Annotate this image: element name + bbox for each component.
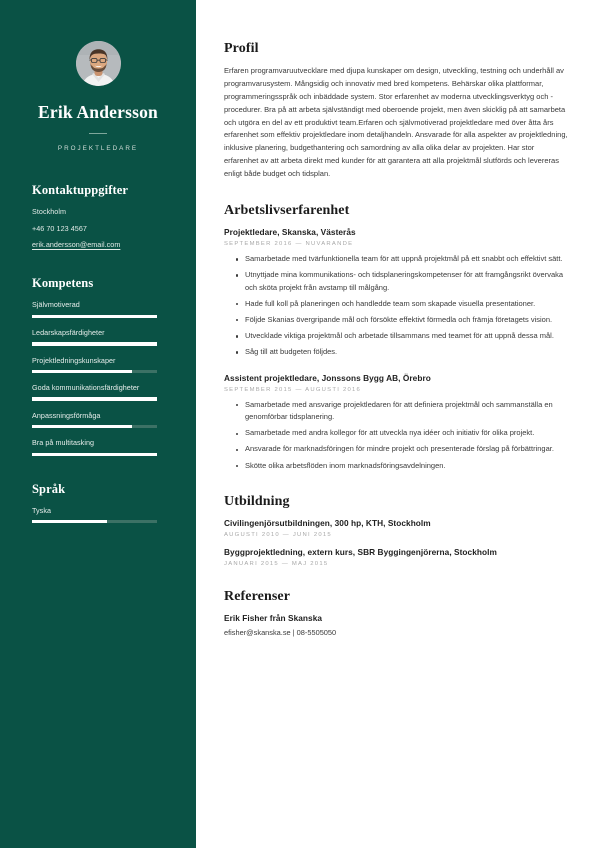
skill-label: Bra på multitasking <box>32 438 95 448</box>
skill-label: Ledarskapsfärdigheter <box>32 327 105 337</box>
section-heading-experience: Arbetslivserfarenhet <box>224 203 350 219</box>
skill-bar-track <box>32 315 157 318</box>
job-date-range: SEPTEMBER 2016 — NUVARANDE <box>224 241 354 248</box>
job-title: Projektledare, Skanska, Västerås <box>224 227 356 238</box>
skill-bar-fill <box>32 453 157 456</box>
skill-bar-track <box>32 397 157 400</box>
language-label: Tyska <box>32 505 52 515</box>
job-entry <box>224 373 570 472</box>
section-heading-education: Utbildning <box>224 494 290 510</box>
name-divider <box>89 133 107 134</box>
languages-heading: Språk <box>32 481 66 496</box>
contact-email-link[interactable]: erik.andersson@email.com <box>32 240 121 249</box>
skill-bar-track <box>32 425 157 428</box>
main-content <box>196 0 600 848</box>
candidate-name: Erik Andersson <box>38 102 158 122</box>
job-bullet: Följde Skanias övergripande mål och försökte effektivt förmedla och främja företagets vision. <box>236 314 570 327</box>
skill-bar-fill <box>32 315 157 318</box>
language-bar-track <box>32 520 157 523</box>
contact-city: Stockholm <box>32 207 67 217</box>
job-title: Assistent projektledare, Jonssons Bygg AB, Örebro <box>224 372 431 383</box>
profile-text: Erfaren programvaruutvecklare med djupa kunskaper om design, utveckling, testning och underhåll av programvarusystem. Mångsidig och innovativ med bred kompetens. Behärskar olika plattformar, programmeringsspråk och inbäddade system. Stor erfarenhet av moderna utvecklingsverktyg och -procedurer. Bra på att arbeta självständigt med oberoende projekt, men även skicklig på att samarbeta och utgöra en del av ett produktivt team.Erfaren och självmotiverad projektledare med över åtta års erfarenhet som effektiv projektledare inom detaljhandeln. Ansvarade för alla aspekter av projektledning, inklusive planering, budgethantering och samordning av alla olika delar av projekten. Har stor erfarenhet av att arbeta direkt med kunder för att garantera att alla projektmål slutförds och levereras enligt både budget och tidsplan. <box>224 66 568 179</box>
reference-contact: efisher@skanska.se | 08-5505050 <box>224 628 337 638</box>
skill-bar-track <box>32 370 157 373</box>
experience-list <box>224 227 570 472</box>
skill-item <box>32 356 164 374</box>
job-bullet: Utnyttjade mina kommunikations- och tidsplaneringskompetenser för att framgångsrikt övervaka och sköta projekt från avstamp till målgång. <box>236 269 570 294</box>
job-bullet: Samarbetade med ansvarige projektledaren för att definiera projektmål och sammanställa en genomförbar tidsplanering. <box>236 399 570 424</box>
language-item <box>32 506 164 524</box>
skill-bar-track <box>32 342 157 345</box>
skill-bar-fill <box>32 397 157 400</box>
job-date-range: SEPTEMBER 2015 — AUGUSTI 2016 <box>224 386 362 393</box>
job-entry <box>224 227 570 359</box>
education-title: Civilingenjörsutbildningen, 300 hp, KTH, Stockholm <box>224 518 431 529</box>
contact-phone: +46 70 123 4567 <box>32 223 87 233</box>
contact-heading: Kontaktuppgifter <box>32 183 129 198</box>
avatar <box>76 41 121 86</box>
skill-item <box>32 328 164 346</box>
sidebar <box>0 0 196 848</box>
education-date-range: JANUARI 2015 — MAJ 2015 <box>224 561 329 568</box>
skill-bar-track <box>32 453 157 456</box>
skill-item <box>32 300 164 318</box>
skills-heading: Kompetens <box>32 276 94 291</box>
skill-bar-fill <box>32 370 132 373</box>
skill-item <box>32 438 164 456</box>
section-heading-profile: Profil <box>224 41 259 56</box>
skill-item <box>32 383 164 401</box>
education-title: Byggprojektledning, extern kurs, SBR Byggingenjörerna, Stockholm <box>224 547 497 558</box>
reference-name: Erik Fisher från Skanska <box>224 613 323 624</box>
skill-item <box>32 411 164 429</box>
education-entry <box>224 547 570 567</box>
job-bullet-list <box>236 399 570 472</box>
job-subtitle: PROJEKTLEDARE <box>57 145 139 153</box>
education-date-range: AUGUSTI 2010 — JUNI 2015 <box>224 532 332 539</box>
job-bullet: Såg till att budgeten följdes. <box>236 346 570 359</box>
language-bar-fill <box>32 520 107 523</box>
education-entry <box>224 518 570 538</box>
skill-label: Projektledningskunskaper <box>32 355 116 365</box>
job-bullet-list <box>236 253 570 359</box>
skill-bar-fill <box>32 342 157 345</box>
job-bullet: Hade full koll på planeringen och handledde team som skapade visuella presentationer. <box>236 298 570 311</box>
languages-list <box>32 506 164 524</box>
job-bullet: Utvecklade viktiga projektmål och arbetade tillsammans med teamet för att uppnå dessa mål. <box>236 330 570 343</box>
education-list <box>224 518 570 567</box>
skill-label: Självmotiverad <box>32 300 80 310</box>
skills-list <box>32 300 164 455</box>
section-heading-references: Referenser <box>224 589 291 605</box>
skill-label: Anpassningsförmåga <box>32 410 101 420</box>
skill-bar-fill <box>32 425 132 428</box>
job-bullet: Ansvarade för marknadsföringen för mindre projekt och presenterade förslag på förbättringar. <box>236 443 570 456</box>
job-bullet: Samarbetade med tvärfunktionella team för att uppnå projektmål på ett snabbt och effektivt sätt. <box>236 253 570 266</box>
job-bullet: Skötte olika arbetsflöden inom marknadsföringsavdelningen. <box>236 460 570 473</box>
skill-label: Goda kommunikationsfärdigheter <box>32 383 140 393</box>
job-bullet: Samarbetade med andra kollegor för att utveckla nya idéer och initiativ för olika projekt. <box>236 427 570 440</box>
